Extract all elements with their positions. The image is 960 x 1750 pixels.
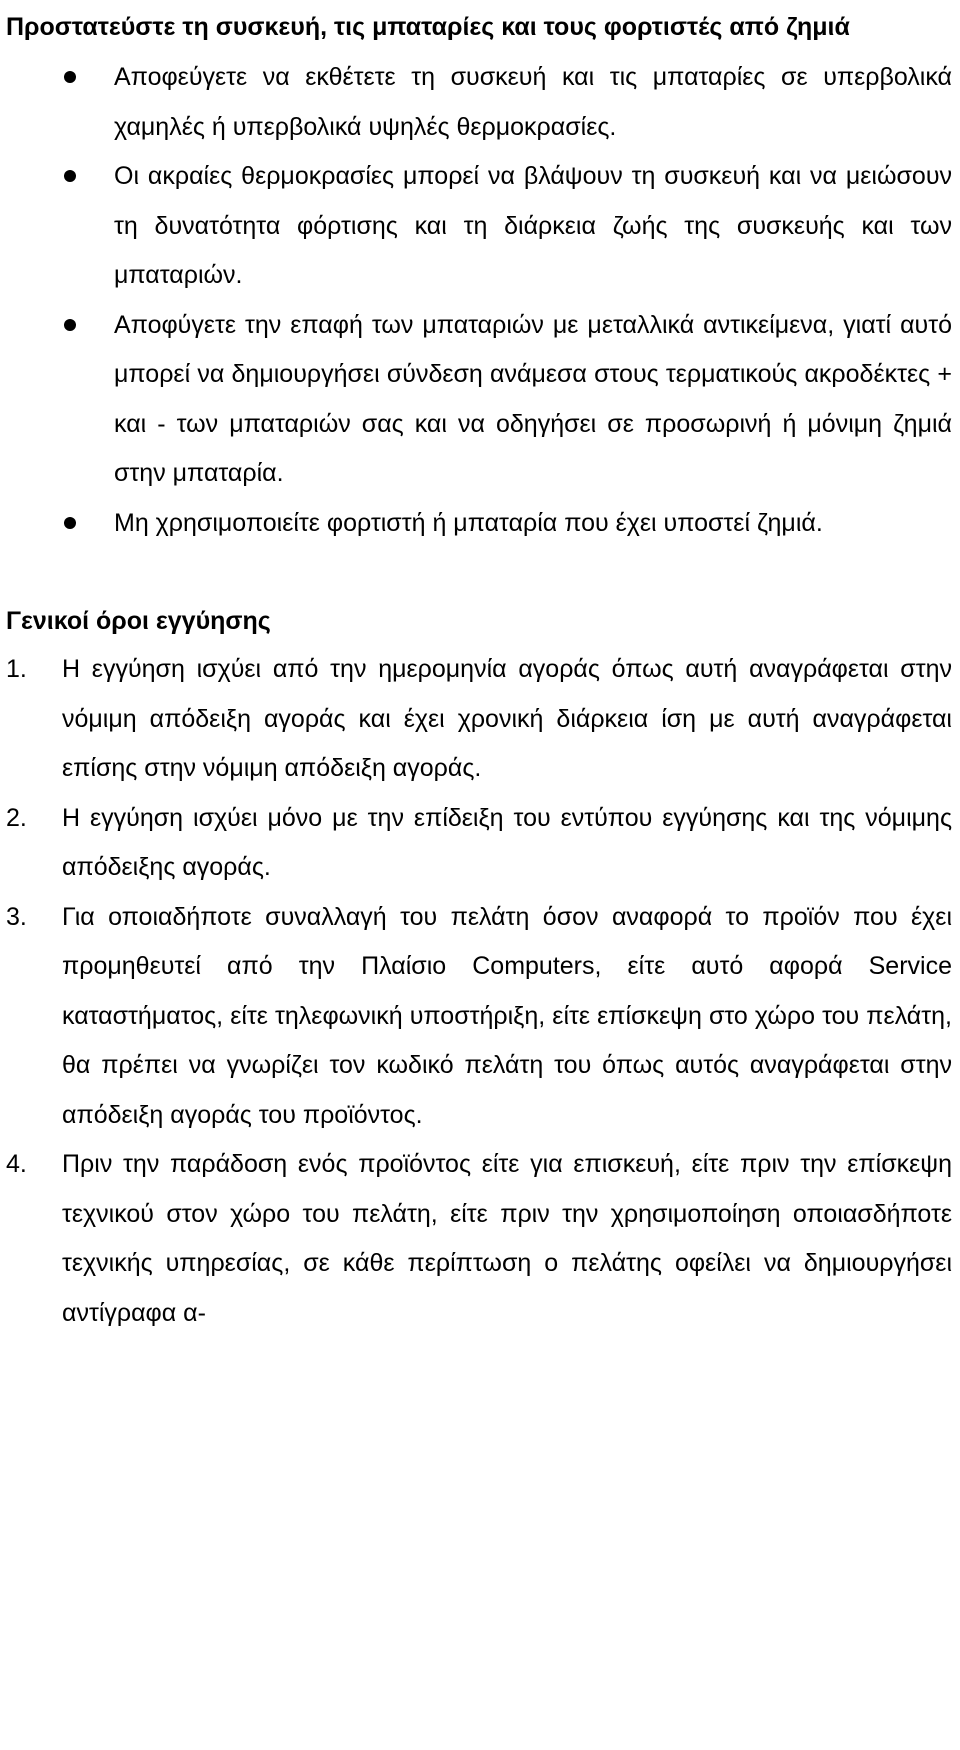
- list-item: [6, 152, 952, 301]
- item-number: 3.: [6, 902, 27, 931]
- list-item: [6, 893, 952, 1141]
- bullet-text: Αποφύγετε την επαφή των μπαταριών με μεταλλικά αντικείμενα, γιατί αυτό μπορεί να δημιουργήσει σύνδεση ανάμεσα στους τερματικούς ακροδέκτες + και - των μπαταριών σας και να οδηγήσει σε προσωρινή ή μόνιμη ζημιά στην μπαταρία.: [114, 310, 952, 487]
- list-item: [6, 794, 952, 893]
- bullet-icon: [64, 517, 76, 529]
- item-text: Η εγγύηση ισχύει από την ημερομηνία αγοράς όπως αυτή αναγράφεται στην νόμιμη απόδειξη αγοράς και έχει χρονική διάρκεια ίση με αυτή αναγράφεται επίσης στην νόμιμη απόδειξη αγοράς.: [62, 655, 952, 782]
- bullet-icon: [64, 319, 76, 331]
- bullet-icon: [64, 71, 76, 83]
- list-item: [6, 301, 952, 499]
- item-number: 1.: [6, 655, 27, 683]
- bullet-icon: [64, 170, 76, 182]
- list-item: [6, 499, 952, 549]
- bullet-text: Αποφεύγετε να εκθέτετε τη συσκευή και τις μπαταρίες σε υπερβολικά χαμηλές ή υπερβολικά υψηλές θερμοκρασίες.: [114, 63, 952, 141]
- item-text: Για οποιαδήποτε συναλλαγή του πελάτη όσον αναφορά το προϊόν που έχει προμηθευτεί από την Πλαίσιο Computers, είτε αυτό αφορά Service καταστήματος, είτε τηλεφωνική υποστήριξη, είτε επίσκεψη στο χώρο του πελάτη, θα πρέπει να γνωρίζει τον κωδικό πελάτη του όπως αυτός αναγράφεται στην απόδειξη αγοράς του προϊόντος.: [62, 902, 952, 1129]
- item-text: Πριν την παράδοση ενός προϊόντος είτε για επισκευή, είτε πριν την επίσκεψη τεχνικού στον χώρο του πελάτη, είτε πριν την χρησιμοποίηση οποιασδήποτε τεχνικής υπηρεσίας, σε κάθε περίπτωση ο πελάτης οφείλει να δημιουργήσει αντίγραφα α-: [62, 1150, 952, 1327]
- section-heading-warranty: Γενικοί όροι εγγύησης: [6, 607, 271, 635]
- list-item: [6, 53, 952, 152]
- section-heading-protect: Προστατεύστε τη συσκευή, τις μπαταρίες και τους φορτιστές από ζημιά: [6, 13, 850, 41]
- list-item: [6, 645, 952, 794]
- bullet-text: Μη χρησιμοποιείτε φορτιστή ή μπαταρία που έχει υποστεί ζημιά.: [114, 508, 823, 537]
- bullet-list: [6, 53, 952, 548]
- item-text: Η εγγύηση ισχύει μόνο με την επίδειξη του εντύπου εγγύησης και της νόμιμης απόδειξης αγοράς.: [62, 803, 952, 881]
- list-item: [6, 1140, 952, 1338]
- item-number: 2.: [6, 803, 27, 832]
- item-number: 4.: [6, 1150, 27, 1178]
- bullet-text: Οι ακραίες θερμοκρασίες μπορεί να βλάψουν τη συσκευή και να μειώσουν τη δυνατότητα φόρτισης και τη διάρκεια ζωής της συσκευής και των μπαταριών.: [114, 162, 952, 289]
- numbered-list: [6, 645, 952, 1338]
